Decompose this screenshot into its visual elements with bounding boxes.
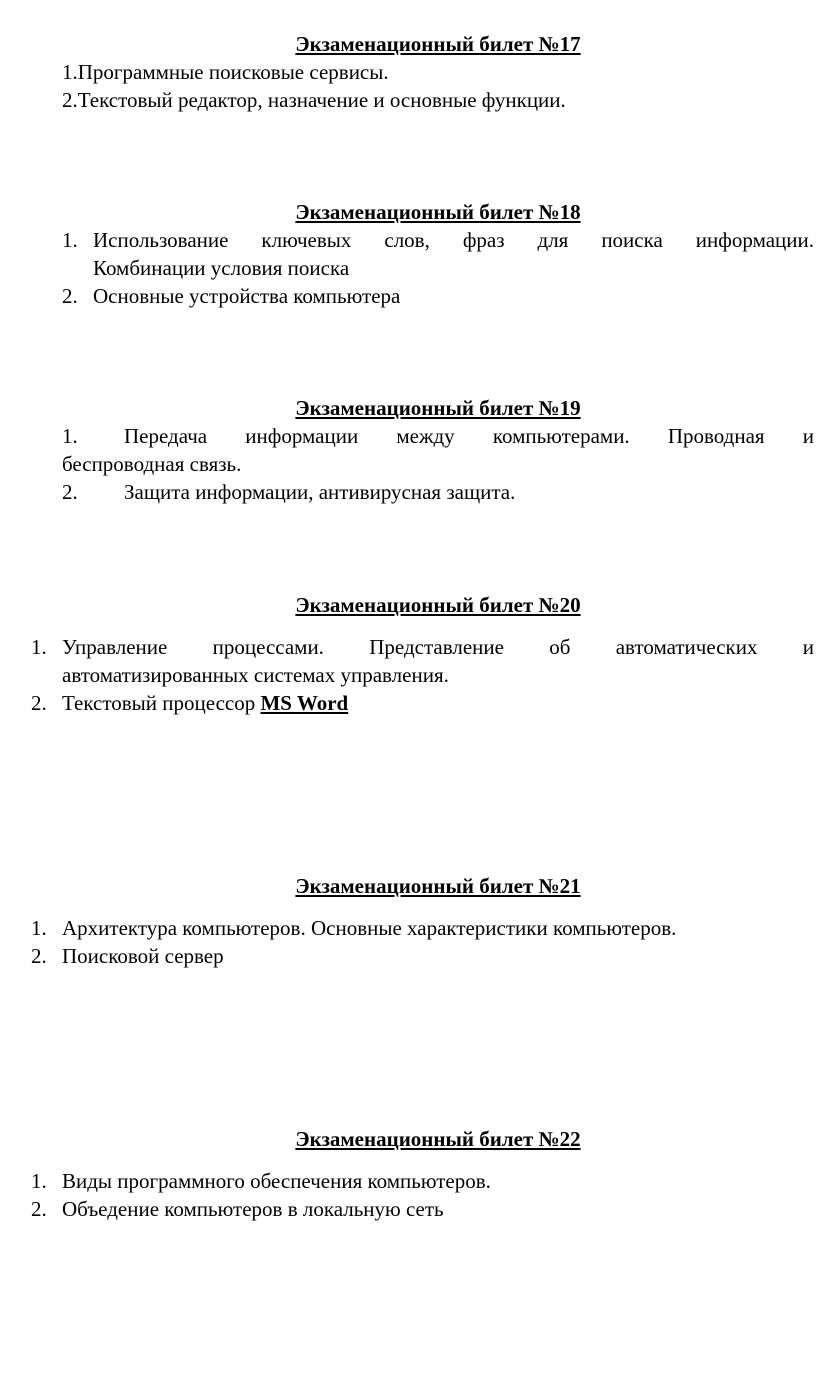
ticket-22-q2-number: 2. (31, 1197, 47, 1221)
ticket-21-q2-number: 2. (31, 944, 47, 968)
ticket-19-q1-number: 1. (62, 424, 78, 448)
ticket-20-question-1-line-1: Управление процессами. Представление об автоматических и (62, 635, 814, 659)
ticket-19-question-1-line-2: беспроводная связь. (62, 452, 242, 476)
ticket-18-title: Экзаменационный билет №18 (295, 200, 581, 224)
ticket-17-question-2: 2.Текстовый редактор, назначение и основные функции. (62, 88, 566, 112)
ticket-18-q1-number: 1. (62, 228, 78, 252)
ticket-20-q1-number: 1. (31, 635, 47, 659)
ticket-19-question-1-line-1: Передача информации между компьютерами. Проводная и (124, 424, 814, 448)
ticket-18-question-1-line-1: Использование ключевых слов, фраз для поиска информации. (93, 228, 814, 252)
ticket-19-question-2: Защита информации, антивирусная защита. (124, 480, 516, 504)
ticket-20-q2-number: 2. (31, 691, 47, 715)
ticket-20-question-2 (62, 689, 348, 717)
ticket-18-question-2: Основные устройства компьютера (93, 284, 401, 308)
ticket-22-title: Экзаменационный билет №22 (295, 1127, 581, 1151)
ticket-21-title: Экзаменационный билет №21 (295, 874, 581, 898)
ticket-22-q1-number: 1. (31, 1169, 47, 1193)
ticket-20-question-1-line-2: автоматизированных системах управления. (62, 663, 449, 687)
ticket-21-question-1: Архитектура компьютеров. Основные характеристики компьютеров. (62, 916, 677, 940)
ticket-22-question-2: Объедение компьютеров в локальную сеть (62, 1197, 444, 1221)
ticket-20-question-2-ms-word: MS Word (260, 691, 349, 715)
ticket-19-title: Экзаменационный билет №19 (295, 396, 581, 420)
ticket-21-question-2: Поисковой сервер (62, 944, 224, 968)
ticket-17-title: Экзаменационный билет №17 (295, 32, 581, 56)
ticket-18-q2-number: 2. (62, 284, 78, 308)
ticket-20-question-2-text: Текстовый процессор (62, 691, 261, 715)
ticket-21-q1-number: 1. (31, 916, 47, 940)
ticket-20-title: Экзаменационный билет №20 (295, 593, 581, 617)
ticket-17-question-1: 1.Программные поисковые сервисы. (62, 60, 389, 84)
ticket-18-question-1-line-2: Комбинации условия поиска (93, 256, 350, 280)
ticket-19-q2-number: 2. (62, 480, 78, 504)
ticket-22-question-1: Виды программного обеспечения компьютеров. (62, 1169, 491, 1193)
